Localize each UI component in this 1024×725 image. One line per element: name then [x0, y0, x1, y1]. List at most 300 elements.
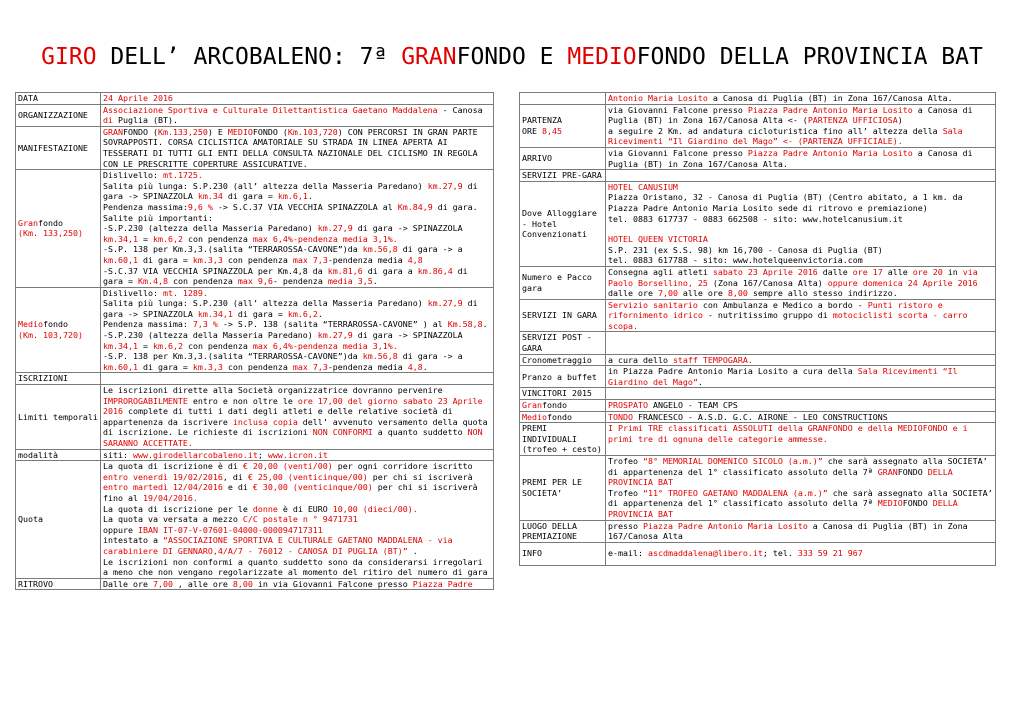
text: entro venerdì 19/02/2016 — [103, 471, 223, 482]
text: -pendenza media — [327, 254, 408, 265]
text: = — [137, 233, 153, 244]
text: siti: — [103, 449, 133, 460]
row-limiti — [16, 385, 494, 450]
text: . — [697, 376, 703, 387]
text: “ASSOCIAZIONE SPORTIVA E CULTURALE GAETANO MADDALENA - via carabiniere DI GENNARO,4/A/7 - 76012 - CANOSA DI PUGLIA (BT)” — [103, 535, 453, 556]
row-data — [16, 93, 494, 105]
value-ritrovo-cont — [606, 93, 996, 105]
text: DELLA PROVINCIA BAT — [608, 466, 953, 488]
text: 4,8 — [407, 361, 423, 372]
text: € 25,00 (venticinque/00) — [247, 471, 368, 482]
row-organizzazione — [16, 104, 494, 126]
text: di gara a — [362, 265, 418, 276]
line: Salita più lunga: S.P.230 (all’ altezza della Masseria Paredano) km.27,9 di gara -> SPINAZZOLA km.34 di gara = km.6,1. — [103, 180, 478, 202]
text: entro martedì 12/04/2016 — [103, 482, 223, 493]
value-organizzazione — [101, 104, 494, 126]
text: oppure — [103, 524, 138, 535]
text: Km.58,8 — [447, 319, 483, 330]
text: a Canosa di Puglia (BT) in Zona 167/Canosa Alta — [608, 520, 968, 542]
row-pranzo — [520, 366, 996, 388]
text: ) CON PERCORSI IN GRAN PARTE SOVRAPPOSTI. CORSA CICLISTICA AMATORIALE SU STRADA IN LINEA APERTA AI TESSERATI DI TUTTI GLI ENTI DELLA CONSULTA NAZIONALE DEL CICLISMO IN REGOLA CON LE PRESCRITTE COPERTURE ASSICURATIVE. — [103, 126, 478, 169]
line — [103, 330, 491, 351]
text: di gara. — [432, 201, 478, 212]
text: con pendenza — [167, 276, 238, 287]
text: Medio — [522, 411, 547, 422]
value-partenza — [606, 104, 996, 147]
row-servizi-in-gara — [520, 299, 996, 332]
text: - Canosa — [437, 104, 483, 115]
text: IBAN IT-07-V-07601-04000-000094717311 — [137, 524, 323, 535]
text: sabato 23 Aprile 2016 — [712, 266, 818, 277]
text: (Km. 133,250) — [18, 228, 83, 239]
text: La quota di iscrizione per le — [103, 503, 253, 514]
title-medio: MEDIO — [567, 44, 637, 70]
text: in — [942, 266, 963, 277]
label-servizi-in-gara: SERVIZI IN GARA — [520, 299, 606, 332]
text: km.34,1 — [103, 340, 138, 351]
text: presso — [608, 520, 643, 531]
text: che sarà assegnato alla SOCIETA’ di appartenenza del 1° classificato assoluto della 7ª — [608, 456, 988, 477]
website-link[interactable]: www.icron.it — [267, 449, 328, 460]
text: media 3,5 — [327, 276, 373, 287]
email-link[interactable]: ascdmaddalena@libero.it — [647, 548, 763, 559]
text: con pendenza — [182, 340, 253, 351]
text: FONDO ( — [122, 126, 158, 137]
label-data: DATA — [16, 93, 101, 105]
text: -pendenza media — [327, 361, 408, 372]
value-hotel — [606, 181, 996, 266]
line — [103, 461, 491, 503]
page-title — [0, 44, 1024, 70]
line — [608, 488, 993, 520]
text: di gara -> SPINAZZOLA — [103, 298, 478, 319]
label-vincitore-mediofondo — [520, 411, 606, 423]
text: di gara -> SPINAZZOLA — [352, 223, 463, 234]
text: -S.P. 138 per Km.3,3.(salita “TERRAROSSA-CAVONE”)da — [103, 244, 363, 255]
value-premi-individuali: I Primi TRE classificati ASSOLUTI della GRANFONDO e della MEDIOFONDO e i primi tre di ognuna delle categorie ammesse. — [606, 423, 996, 456]
text: di gara -> SPINAZZOLA — [103, 180, 478, 202]
text: -> S.C.37 VIA VECCHIA SPINAZZOLA al — [212, 201, 398, 212]
label-empty — [520, 93, 606, 105]
text: alle ore — [677, 288, 728, 299]
text: a seguire 2 Km. ad andatura cicloturistica fino all’ altezza della — [608, 125, 943, 136]
label-hotel: Dove Alloggiare - Hotel Convenzionati — [520, 181, 606, 266]
label-limiti: Limiti temporali — [16, 385, 101, 450]
label-organizzazione: ORGANIZZAZIONE — [16, 104, 101, 126]
text: FONDO — [897, 466, 928, 477]
label-luogo-premiazione: LUOGO DELLA PREMIAZIONE — [520, 520, 606, 542]
text: € 20,00 (venti/00) — [242, 461, 333, 472]
text: ore 17 — [852, 266, 883, 277]
text: FONDO — [902, 498, 933, 509]
row-info — [520, 542, 996, 565]
row-ritrovo-cont — [520, 93, 996, 105]
text: Medio — [18, 319, 43, 330]
text: 19/04/2016. — [142, 492, 198, 503]
title-giro: GIRO — [41, 44, 97, 70]
text: km.34,1 — [197, 308, 233, 319]
row-manifestazione — [16, 126, 494, 169]
value-luogo-premiazione — [606, 520, 996, 542]
text: alle — [882, 266, 913, 277]
text: km.6,1 — [277, 191, 308, 202]
text: Dislivello: — [103, 170, 163, 181]
row-granfondo — [16, 170, 494, 288]
value-granfondo — [101, 170, 494, 288]
text: Le iscrizioni dirette alla Società organizzatrice dovranno pervenire — [103, 385, 443, 396]
text: Salita più lunga: S.P.230 (all’ altezza della Masseria Paredano) — [103, 180, 428, 191]
text: -S.C.37 VIA VECCHIA SPINAZZOLA per Km.4,8 da — [103, 265, 328, 276]
text: complete di tutti i dati degli atleti e delle relative società di appartenenza da iscrivere — [103, 406, 453, 427]
label-premi-individuali: PREMI INDIVIDUALI (trofeo + cesto) — [520, 423, 606, 456]
text: a cura dello — [608, 354, 673, 365]
text: a Canosa di Puglia (BT) in Zona 167/Canosa Alta. — [707, 93, 953, 103]
text: è di EURO — [277, 503, 333, 514]
text: TONDO — [608, 411, 633, 422]
row-iscrizioni — [16, 373, 494, 385]
title-part: FONDO DELLA PROVINCIA BAT — [636, 44, 983, 70]
value-empty — [606, 332, 996, 354]
text: che sarà assegnato alla SOCIETA’ di appartenenza del 1° classificato assoluto della 7ª — [608, 487, 993, 509]
row-hotel — [520, 181, 996, 266]
line — [103, 504, 491, 515]
text: Consegna agli atleti — [608, 266, 713, 277]
label-manifestazione: MANIFESTAZIONE — [16, 126, 101, 169]
text: con pendenza — [222, 361, 293, 372]
line: tel. 0883 617788 - sito: www.hotelqueenvictoria.com — [608, 255, 863, 266]
text: intestato a — [103, 535, 163, 546]
text: GRAN — [103, 126, 123, 137]
row-quota — [16, 461, 494, 579]
text: Km.103,720 — [287, 126, 338, 137]
text: di gara = — [222, 191, 278, 202]
text: PARTENZA UFFICIOSA — [807, 115, 898, 126]
text: -> S.P. 138 (salita “TERRAROSSA-CAVONE” ) al — [217, 319, 448, 330]
text: entro e non oltre le — [187, 395, 298, 406]
text: a Canosa di Puglia (BT) in Zona 167/Canosa Alta. — [608, 147, 973, 169]
text: , alle ore — [172, 578, 233, 589]
spacer — [608, 224, 993, 234]
line: Salite più importanti: — [103, 212, 213, 223]
text: IMPROROGABILMENTE — [103, 395, 188, 406]
label-partenza — [520, 104, 606, 147]
text: “8° MEMORIAL DOMENICO SICOLO (a.m.)” — [642, 456, 823, 466]
text: , di — [222, 471, 248, 482]
row-mediofondo — [16, 287, 494, 373]
row-luogo-premiazione — [520, 520, 996, 542]
text: Km.133,250 — [157, 126, 208, 137]
text: ) E — [207, 126, 228, 137]
text: Km.84,9 — [397, 201, 433, 212]
left-info-table — [15, 92, 494, 590]
text: di gara = — [137, 254, 193, 265]
text: di — [103, 115, 113, 126]
text: dalle — [817, 266, 853, 277]
text: GRAN — [877, 466, 898, 477]
value-pranzo — [606, 366, 996, 388]
value-arrivo — [606, 147, 996, 169]
text: km.34 — [197, 191, 223, 202]
text: donne — [252, 503, 278, 514]
value-limiti — [101, 385, 494, 450]
label-vincitori: VINCITORI 2015 — [520, 388, 606, 400]
text: La quota di iscrizione è di — [103, 461, 243, 472]
text: 9,6 % — [187, 201, 213, 212]
label-servizi-post-gara: SERVIZI POST - GARA — [520, 332, 606, 354]
line — [103, 514, 491, 525]
label-premi-societa: PREMI PER LE SOCIETA’ — [520, 456, 606, 521]
label-pranzo: Pranzo a buffet — [520, 366, 606, 388]
text: in Piazza Padre Antonio Maria Losito a cura della — [608, 366, 858, 377]
row-ritrovo — [16, 578, 494, 590]
label-cronometraggio: Cronometraggio — [520, 354, 606, 366]
value-servizi-in-gara — [606, 299, 996, 332]
text: max 7,3 — [292, 361, 328, 372]
text: 8,45 — [541, 125, 562, 136]
text: C/C postale n ° 9471731 — [242, 514, 358, 525]
row-servizi-pre-gara — [520, 170, 996, 182]
text: 8,00 — [727, 288, 748, 299]
value-iscrizioni — [101, 373, 494, 385]
text: = — [137, 340, 153, 351]
row-vincitore-granfondo — [520, 400, 996, 412]
text: DELLA PROVINCIA BAT — [608, 498, 958, 519]
value-manifestazione — [101, 126, 494, 169]
text: via Paolo Borsellino, 25 — [608, 266, 978, 288]
line — [103, 170, 491, 181]
text: inclusa copia — [232, 416, 298, 427]
text: per ogni corridore iscritto — [332, 461, 473, 472]
text: km.27,9 — [427, 180, 463, 191]
text: Servizio sanitario — [608, 299, 698, 310]
label-ritrovo: RITROVO — [16, 578, 101, 590]
text: sempre allo stesso indirizzo. — [747, 288, 898, 299]
text: dalle ore — [608, 288, 658, 299]
row-premi-individuali — [520, 423, 996, 456]
text: di gara -> a — [397, 351, 463, 362]
text: con pendenza — [182, 233, 253, 244]
text: Sala Ricevimenti “Il Giardino del Mago” — [608, 366, 958, 387]
text: di gara = — [232, 308, 288, 319]
line: -S.C.37 VIA VECCHIA SPINAZZOLA per Km.4,8 da km.81,6 di gara a km.86,4 di gara = Km.4,8 con pendenza max 9,6- pendenza media 3,5. — [103, 265, 468, 287]
row-premi-societa — [520, 456, 996, 521]
text: km.6,2 — [287, 308, 318, 319]
line — [103, 535, 491, 556]
text: NON SARANNO ACCETTATE. — [103, 427, 483, 448]
line: S.P. 231 (ex S.S. 98) km 16,700 - Canosa di Puglia (BT) — [608, 244, 883, 255]
text: km.27,9 — [427, 298, 463, 309]
row-servizi-post-gara — [520, 332, 996, 354]
value-info — [606, 542, 996, 565]
text: Dislivello: — [103, 287, 163, 298]
value-mediofondo — [101, 287, 494, 373]
text: per chi si iscriverà — [367, 471, 473, 482]
label-modalita: modalità — [16, 449, 101, 461]
line: Piazza Oristano, 32 - Canosa di Puglia (BT) (Centro abitato, a 1 km. da Piazza Padre Antonio Maria Losito sede di ritrovo e premiazione) — [608, 192, 963, 213]
text: oppure domenica 24 Aprile 2016 — [827, 277, 978, 288]
text: km.6,2 — [152, 340, 183, 351]
line: -S.P. 138 per Km.3,3.(salita “TERRAROSSA-CAVONE”)da km.56,8 di gara -> a km.60,1 di gara = km.3,3 con pendenza max 7,3-pendenza media 4,8. — [103, 351, 463, 372]
text: km.27,9 — [317, 223, 353, 234]
value-modalita — [101, 449, 494, 461]
value-vincitore-granfondo — [606, 400, 996, 412]
text: -S.P.230 (altezza della Masseria Paredano) — [103, 330, 318, 341]
text: Gran — [18, 217, 38, 228]
value-data: 24 Aprile 2016 — [101, 93, 494, 105]
text: e-mail: — [608, 548, 648, 559]
text: -S.P.230 (altezza della Masseria Paredano) — [103, 223, 318, 234]
text: km.86,4 — [417, 265, 453, 276]
value-numero — [606, 266, 996, 299]
text: Km.4,8 — [137, 276, 168, 287]
text: “11° TROFEO GAETANO MADDALENA (a.m.)” — [642, 487, 828, 498]
value-quota — [101, 461, 494, 579]
title-part: FONDO E — [456, 44, 568, 70]
text: max 7,3 — [292, 254, 328, 265]
text: mt.1725. — [162, 170, 203, 181]
text: Puglia (BT). — [118, 115, 178, 126]
hotel-name: HOTEL QUEEN VICTORIA — [608, 234, 708, 245]
text: con Ambulanza e Medico a bordo - — [697, 299, 868, 310]
row-modalita — [16, 449, 494, 461]
text: € 30,00 (venticinque/00) — [252, 482, 373, 493]
line: Le iscrizioni non conformi a quanto suddetto sono da considerarsi irregolari a meno che non vengano regolarizzate al momento del ritiro del numero di gara — [103, 556, 488, 578]
label-info: INFO — [520, 542, 606, 565]
text: FONDO ( — [252, 126, 288, 137]
line — [103, 288, 491, 299]
text: 8,00 — [232, 578, 253, 589]
text: Piazza Padre Antonio Maria Losito — [747, 104, 913, 115]
text: Piazza Padre Antonio Maria Losito — [747, 147, 913, 158]
text: km.56,8 — [362, 351, 398, 362]
value-empty — [606, 170, 996, 182]
text: La quota va versata a mezzo — [103, 514, 243, 525]
text: per chi si iscriverà fino al — [103, 482, 478, 503]
text: PROSPATO — [608, 400, 648, 411]
line — [103, 525, 491, 536]
right-info-table — [519, 92, 996, 566]
row-cronometraggio — [520, 354, 996, 366]
text: Punti ristoro e rifornimento idrico — [608, 299, 943, 321]
text: 7,00 — [657, 288, 678, 299]
text: km.6,2 — [152, 233, 183, 244]
text: ANGELO - TEAM CPS — [647, 400, 738, 411]
value-vincitore-mediofondo — [606, 411, 996, 423]
label-quota: Quota — [16, 461, 101, 579]
value-premi-societa — [606, 456, 996, 521]
text: ore 17,00 del giorno sabato 23 Aprile 2016 — [103, 395, 483, 417]
hotel-name: HOTEL CANUSIUM — [608, 181, 678, 192]
text: (Zona 167/Canosa Alta) — [707, 277, 828, 288]
label-iscrizioni: ISCRIZIONI — [16, 373, 101, 385]
website-link[interactable]: www.girodellarcobaleno.it — [132, 449, 258, 460]
text: di gara -> a — [397, 244, 463, 255]
title-part: DELL’ ARCOBALENO: 7ª — [96, 44, 402, 70]
line — [608, 456, 993, 488]
text: e di — [222, 482, 253, 493]
text: dell’ avvenuto versamento della quota di iscrizione. Le richieste di iscrizioni — [103, 416, 488, 438]
text: -S.P. 138 per Km.3,3.(salita “TERRAROSSA-CAVONE”)da — [103, 351, 363, 362]
text: ) — [897, 115, 903, 126]
text: max 9,6 — [237, 276, 273, 287]
text: . — [407, 545, 418, 556]
text: 7,3 % — [192, 319, 218, 330]
text: Trofeo — [608, 456, 643, 466]
label-servizi-pre-gara: SERVIZI PRE-GARA — [520, 170, 606, 182]
text: km.27,9 — [317, 330, 353, 341]
row-arrivo — [520, 147, 996, 169]
line — [103, 244, 491, 265]
label-vincitore-granfondo — [520, 400, 606, 412]
text: Dalle ore — [103, 578, 153, 589]
phone-number: 333 59 21 967 — [797, 548, 863, 559]
row-vincitori — [520, 388, 996, 400]
text: NON CONFORMI — [312, 427, 373, 438]
text: Pendenza massima: — [103, 201, 188, 212]
text: km.81,6 — [327, 265, 363, 276]
text: Piazza Padre Antonio Maria Losito — [642, 520, 808, 531]
text: PARTENZA — [522, 115, 562, 126]
label-granfondo — [16, 170, 101, 288]
text: Pendenza massima: — [103, 319, 193, 330]
text: ore 20 — [912, 266, 943, 277]
value-cronometraggio — [606, 354, 996, 366]
text: 10,00 (dieci/00). — [332, 503, 418, 514]
text: Gran — [522, 400, 542, 411]
text: via Giovanni Falcone presso — [608, 147, 748, 158]
text: staff TEMPOGARA. — [672, 354, 753, 365]
text: km.60,1 — [103, 361, 138, 372]
text: km.34,1 — [103, 233, 138, 244]
label-numero: Numero e Pacco gara — [520, 266, 606, 299]
row-vincitore-mediofondo — [520, 411, 996, 423]
text: Trofeo — [608, 487, 643, 498]
label-mediofondo — [16, 287, 101, 373]
text: 7,00 — [152, 578, 173, 589]
text: km.3,3 — [192, 254, 223, 265]
line — [103, 223, 491, 244]
text: MEDIO — [227, 126, 253, 137]
text: fondo — [546, 411, 572, 422]
text: km.3,3 — [192, 361, 223, 372]
org-name: Associazione Sportiva e Culturale Dilettantistica Gaetano Maddalena — [103, 104, 438, 115]
text: fondo — [37, 217, 63, 228]
line — [103, 202, 491, 213]
text: Piazza Padre — [412, 578, 473, 589]
line: Pendenza massima: 7,3 % -> S.P. 138 (salita “TERRAROSSA-CAVONE” ) al Km.58,8. — [103, 319, 488, 330]
text: di gara -> SPINAZZOLA — [352, 330, 463, 341]
text: km.60,1 — [103, 254, 138, 265]
text: fondo — [541, 400, 567, 411]
text: con pendenza — [222, 254, 293, 265]
row-numero — [520, 266, 996, 299]
value-empty — [606, 388, 996, 400]
line: tel. 0883 617737 - 0883 662508 - sito: www.hotelcanusium.it — [608, 213, 903, 224]
text: Salita più lunga: S.P.230 (all’ altezza della Masseria Paredano) — [103, 298, 428, 309]
label-arrivo: ARRIVO — [520, 147, 606, 169]
text: - pendenza — [272, 276, 328, 287]
text: ; tel. — [762, 548, 798, 559]
text: Antonio Maria Losito — [608, 93, 708, 103]
text: Sala Ricevimenti “Il Giardino del Mago” <- (PARTENZA UFFICIALE). — [608, 125, 963, 147]
text: 4,8 — [407, 254, 423, 265]
text: a Canosa di Puglia (BT) in Zona 167/Canosa Alta <- ( — [608, 104, 973, 126]
text: motociclisti scorta - carro scopa. — [608, 310, 968, 331]
text: fondo — [42, 319, 68, 330]
value-ritrovo — [101, 578, 494, 590]
line: Salita più lunga: S.P.230 (all’ altezza della Masseria Paredano) km.27,9 di gara -> SPINAZZOLA km.34,1 di gara = km.6,2. — [103, 298, 478, 319]
text: (Km. 103,720) — [18, 330, 83, 341]
